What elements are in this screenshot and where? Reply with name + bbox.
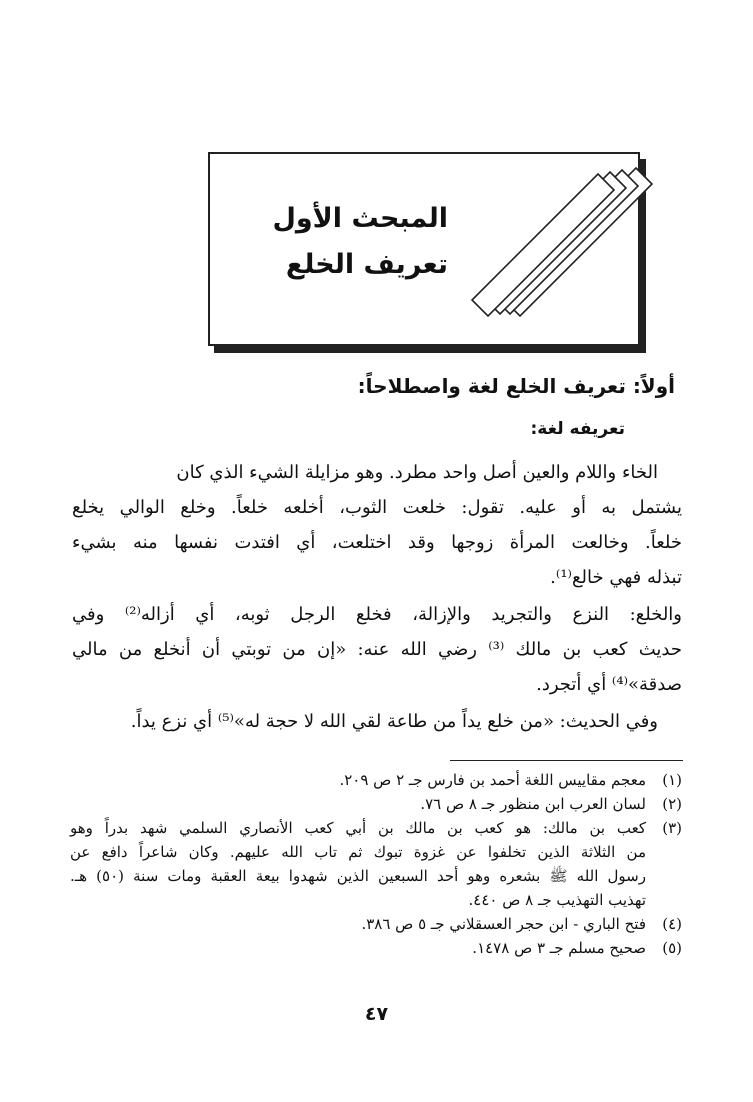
- paragraph-meaning: [72, 597, 682, 702]
- footnote: [70, 768, 682, 792]
- footnote: [70, 816, 682, 912]
- chapter-titles: [272, 196, 448, 288]
- footnote-number: (١): [662, 771, 682, 789]
- footnote-text: من الثلاثة الذين تخلفوا عن غزوة تبوك ثم تاب الله عليهم. وكان شاعراً دافع عن: [70, 843, 646, 861]
- chapter-title: المبحث الأول: [272, 203, 448, 234]
- footnote-text: فتح الباري - ابن حجر العسقلاني جـ ٥ ص ٣٨٦.: [361, 915, 646, 933]
- footnote-text: لسان العرب ابن منظور جـ ٨ ص ٧٦.: [420, 795, 646, 813]
- footnotes: [70, 768, 682, 960]
- paragraph-hadith: [72, 704, 682, 739]
- footnote: [70, 936, 682, 960]
- paragraph-line: الخاء واللام والعين أصل واحد مطرد. وهو مزايلة الشيء الذي كان: [176, 462, 658, 483]
- footnote-number: (٣): [662, 819, 682, 837]
- decorative-bars-icon: [462, 150, 662, 350]
- paragraph-line: صدقة»⁽⁴⁾ أي أتجرد.: [536, 674, 682, 695]
- paragraph-line: تبذله فهي خالع⁽¹⁾.: [550, 567, 682, 588]
- paragraph-line: والخلع: النزع والتجريد والإزالة، فخلع الرجل ثوبه، أي أزاله⁽²⁾ وفي: [72, 604, 682, 625]
- paragraph-line: حديث كعب بن مالك ⁽³⁾ رضي الله عنه: «إن من توبتي أن أنخلع من مالي: [72, 639, 682, 660]
- paragraph-line: يشتمل به أو عليه. تقول: خلعت الثوب، أخلعه خلعاً. وخلع الوالي يخلع: [72, 497, 682, 518]
- footnote-number: (٤): [662, 915, 682, 933]
- footnote-number: (٢): [662, 795, 682, 813]
- footnote-divider: [450, 760, 683, 761]
- footnote-number: (٥): [662, 939, 682, 957]
- section-heading: أولاً: تعريف الخلع لغة واصطلاحاً:: [357, 374, 675, 398]
- footnote-text: تهذيب التهذيب جـ ٨ ص ٤٤٠.: [468, 891, 646, 909]
- footnote: [70, 792, 682, 816]
- page-number: ٤٧: [364, 1003, 389, 1025]
- sub-heading: تعريفه لغة:: [530, 419, 625, 439]
- footnote-text: رسول الله ﷺ بشعره وهو أحد السبعين الذين شهدوا بيعة العقبة ومات سنة (٥٠) هـ.: [70, 867, 646, 885]
- paragraph-line: خلعاً. وخالعت المرأة زوجها وقد اختلعت، أي افتدت نفسها منه بشيء: [72, 532, 682, 553]
- footnote-text: معجم مقاييس اللغة أحمد بن فارس جـ ٢ ص ٢٠٩.: [339, 771, 646, 789]
- paragraph-line: وفي الحديث: «من خلع يداً من طاعة لقي الله لا حجة له»⁽⁵⁾ أي نزع يداً.: [130, 711, 658, 732]
- decorative-bar: [472, 174, 614, 316]
- footnote-text: صحيح مسلم جـ ٣ ص ١٤٧٨.: [472, 939, 646, 957]
- chapter-subtitle: تعريف الخلع: [285, 249, 448, 280]
- footnote-text: كعب بن مالك: هو كعب بن مالك بن أبي كعب الأنصاري السلمي شهد بدراً وهو: [70, 819, 646, 837]
- footnote: [70, 912, 682, 936]
- paragraph-definition: [72, 455, 682, 595]
